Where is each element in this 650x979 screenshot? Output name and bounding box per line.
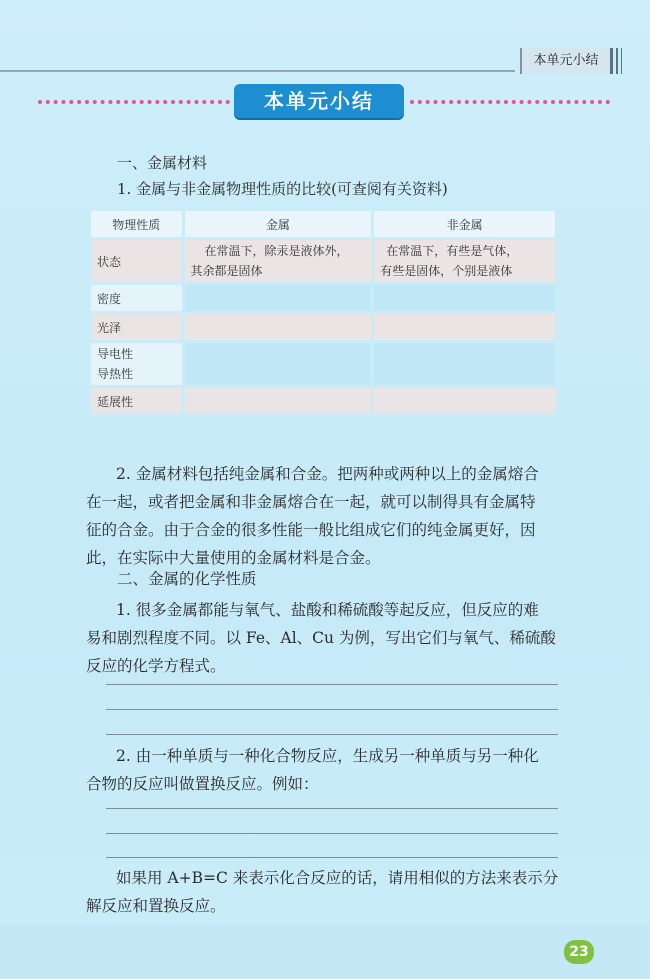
table-cell-empty <box>185 343 372 385</box>
section2-item1: 1. 很多金属都能与氧气、盐酸和稀硫酸等起反应，但反应的难 易和剧烈程度不同。以 Fe、Al、Cu 为例，写出它们与氧气、稀硫酸 反应的化学方程式。 <box>86 601 556 675</box>
table-header-property: 物理性质 <box>91 211 182 237</box>
table-header-nonmetal: 非金属 <box>374 211 555 237</box>
table-cell-metal-state: 在常温下，除汞是液体外， 其余都是固体 <box>185 240 372 282</box>
section2-heading: 二、金属的化学性质 <box>117 570 257 588</box>
section1-item2: 2. 金属材料包括纯金属和合金。把两种或两种以上的金属熔合 在一起，或者把金属和非金属熔合在一起，就可以制得具有金属特 征的合金。由于合金的很多性能一般比组成它们的纯金属更好，因 此，在实际中大量使用的金属材料是合金。 <box>86 465 539 567</box>
page-number: 23 <box>564 940 594 964</box>
section1-item1: 1. 金属与非金属物理性质的比较(可查阅有关资料) <box>117 180 448 198</box>
table-cell-nonmetal-state: 在常温下，有些是气体， 有些是固体，个别是液体 <box>374 240 555 282</box>
table-cell-empty <box>374 314 555 340</box>
header-rule <box>0 70 515 72</box>
section-title-text: 本单元小结 <box>264 89 374 113</box>
table-cell-empty <box>185 388 372 414</box>
table-cell-empty <box>185 285 372 311</box>
bottom-band <box>0 924 650 979</box>
section-title <box>234 84 404 118</box>
table-row-label: 延展性 <box>91 388 182 414</box>
section2-item3: 如果用 A+B=C 来表示化合反应的话，请用相似的方法来表示分 解反应和置换反应。 <box>86 869 559 915</box>
title-dots-left <box>38 100 230 104</box>
section1-heading: 一、金属材料 <box>117 154 208 172</box>
answer-line <box>106 709 558 710</box>
table-cell-empty <box>374 285 555 311</box>
table-row-label: 导电性 导热性 <box>91 343 182 385</box>
answer-line <box>106 734 558 735</box>
header-bars <box>608 48 650 74</box>
title-dots-right <box>410 100 610 104</box>
table-row-label: 状态 <box>91 240 182 282</box>
table-cell-empty <box>374 343 555 385</box>
table-row-label: 密度 <box>91 285 182 311</box>
table-cell-empty <box>185 314 372 340</box>
properties-table <box>88 208 558 444</box>
table-row-label: 光泽 <box>91 314 182 340</box>
table-cell-empty <box>374 388 555 414</box>
answer-line <box>106 684 558 685</box>
answer-line <box>106 808 558 809</box>
section2-item2: 2. 由一种单质与一种化合物反应，生成另一种单质与另一种化 合物的反应叫做置换反应。例如： <box>86 747 539 793</box>
answer-line <box>106 833 558 834</box>
answer-line <box>106 857 558 858</box>
header-label: 本单元小结 <box>520 48 610 74</box>
table-header-metal: 金属 <box>185 211 372 237</box>
